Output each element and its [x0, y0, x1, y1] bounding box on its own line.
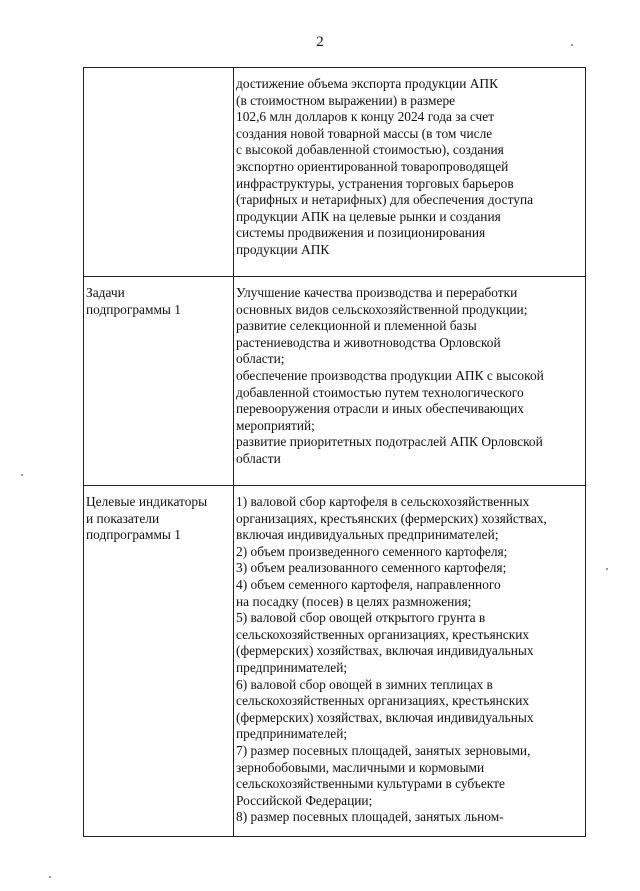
content-line: Российской Федерации; [236, 792, 373, 808]
content-line: с высокой добавленной стоимостью), создания [236, 142, 504, 158]
table-row [84, 277, 586, 486]
content-line: (в стоимостном выражении) в размере [236, 92, 456, 108]
content-line: мероприятий; [236, 417, 315, 433]
content-line: перевооружения отрасли и иных обеспечивающих [236, 401, 524, 417]
content-line: области [236, 450, 281, 466]
content-line: развитие селекционной и племенной базы [236, 318, 477, 334]
row-label-line: подпрограммы 1 [86, 301, 181, 317]
content-line: (фермерских) хозяйствах, включая индивидуальных [236, 643, 534, 659]
row-content-cell [234, 486, 586, 837]
content-line: 102,6 млн долларов к концу 2024 года за счет [236, 109, 495, 125]
content-line: 7) размер посевных площадей, занятых зерновыми, [236, 742, 531, 758]
page-number: 2 [316, 34, 324, 50]
content-line: 1) валовой сбор картофеля в сельскохозяйственных [236, 494, 530, 509]
content-line: экспортно ориентированной товаропроводящей [236, 158, 509, 174]
content-line: создания новой товарной массы (в том числе [236, 125, 493, 141]
content-line: основных видов сельскохозяйственной продукции; [236, 301, 528, 317]
content-line: сельскохозяйственных организациях, крестьянских [236, 626, 530, 642]
content-line: обеспечение производства продукции АПК с высокой [236, 367, 544, 383]
content-line: сельскохозяйственными культурами в субъекте [236, 776, 505, 792]
content-line: добавленной стоимостью путем технологического [236, 384, 524, 400]
table-row [84, 68, 586, 277]
content-line: зернобобовыми, масличными и кормовыми [236, 759, 485, 775]
scan-speck [49, 876, 51, 878]
content-line: включая индивидуальных предпринимателей; [236, 527, 499, 543]
content-line: Улучшение качества производства и переработки [236, 285, 518, 300]
content-line: 6) валовой сбор овощей в зимних теплицах в [236, 676, 493, 692]
content-line: продукции АПК на целевые рынки и создания [236, 208, 501, 224]
scan-speck [571, 44, 573, 46]
table-row [84, 486, 586, 837]
content-line: (тарифных и нетарифных) для обеспечения доступа [236, 192, 534, 208]
row-label-line: и показатели [86, 510, 160, 526]
content-line: достижение объема экспорта продукции АПК [236, 76, 499, 91]
content-line: 8) размер посевных площадей, занятых льном- [236, 809, 504, 825]
row-content-cell [234, 277, 586, 486]
content-line: области; [236, 351, 285, 367]
row-label-cell [84, 68, 234, 277]
content-line: инфраструктуры, устранения торговых барьеров [236, 175, 514, 191]
content-line: сельскохозяйственных организациях, крестьянских [236, 693, 530, 709]
row-label-cell [84, 277, 234, 486]
content-line: организациях, крестьянских (фермерских) хозяйствах, [236, 510, 547, 526]
content-line: 4) объем семенного картофеля, направленного [236, 576, 501, 592]
content-line: предпринимателей; [236, 726, 348, 742]
program-table [83, 67, 586, 837]
content-line: предпринимателей; [236, 659, 348, 675]
content-line: 2) объем произведенного семенного картофеля; [236, 543, 508, 559]
row-label-line: подпрограммы 1 [86, 527, 181, 543]
row-content-cell [234, 68, 586, 277]
content-line: (фермерских) хозяйствах, включая индивидуальных [236, 709, 534, 725]
content-line: на посадку (посев) в целях размножения; [236, 593, 472, 609]
content-line: развитие приоритетных подотраслей АПК Орловской [236, 434, 543, 450]
content-line: системы продвижения и позиционирования [236, 225, 486, 241]
content-line: 3) объем реализованного семенного картофеля; [236, 560, 507, 576]
content-line: продукции АПК [236, 241, 330, 257]
row-label-line: Задачи [86, 285, 125, 300]
scan-speck [606, 568, 608, 570]
content-line: растениеводства и животноводства Орловской [236, 334, 501, 350]
content-line: 5) валовой сбор овощей открытого грунта в [236, 610, 486, 626]
row-label-line: Целевые индикаторы [86, 494, 208, 509]
row-label-cell [84, 486, 234, 837]
scan-speck [21, 474, 23, 476]
